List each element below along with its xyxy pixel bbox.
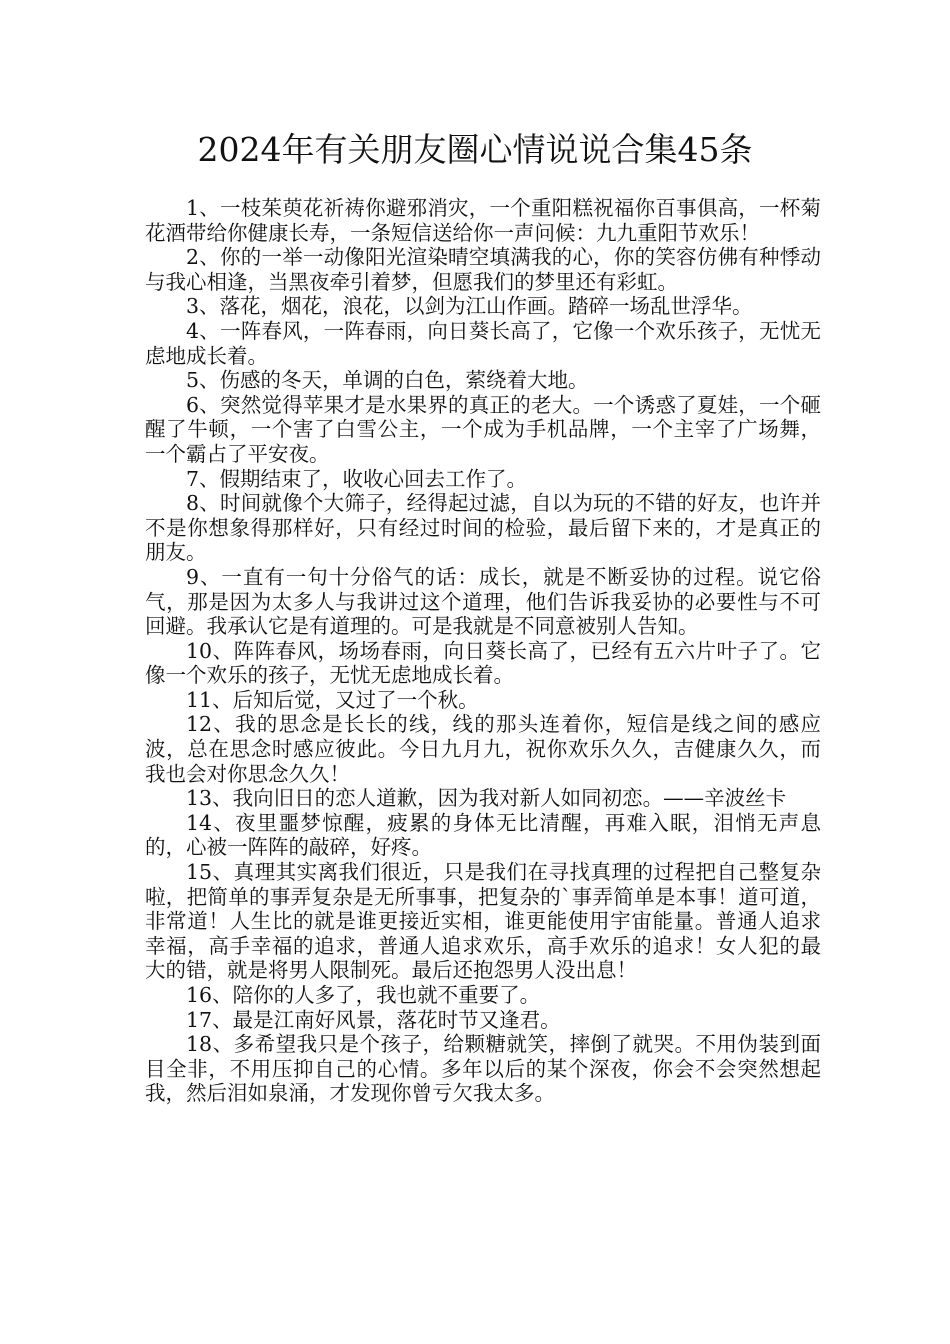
paragraph: 16、陪你的人多了，我也就不重要了。 bbox=[186, 983, 541, 1007]
paragraph: 13、我向旧日的恋人道歉，因为我对新人如同初恋。——辛波丝卡 bbox=[186, 786, 787, 811]
paragraph: 4、一阵春风，一阵春雨，向日葵长高了，它像一个欢乐孩子，无忧无虑地成长着。 bbox=[145, 318, 821, 368]
paragraph: 11、后知后觉，又过了一个秋。 bbox=[186, 687, 479, 712]
paragraph: 9、一直有一句十分俗气的话：成长，就是不断妥协的过程。说它俗气，那是因为太多人与我讲过这个道理，他们告诉我妥协的必要性与不可回避。我承认它是有道理的。可是我就是不同意被别人告知。 bbox=[145, 564, 821, 639]
paragraph: 2、你的一举一动像阳光渲染晴空填满我的心，你的笑容仿佛有种悸动与我心相逢，当黑夜牵引着梦，但愿我们的梦里还有彩虹。 bbox=[145, 245, 821, 294]
paragraph: 7、假期结束了，收收心回去工作了。 bbox=[186, 466, 528, 491]
paragraph: 14、夜里噩梦惊醒，疲累的身体无比清醒，再难入眠，泪悄无声息的，心被一阵阵的敲碎，好疼。 bbox=[145, 810, 821, 860]
paragraph: 17、最是江南好风景，落花时节又逢君。 bbox=[186, 1007, 561, 1032]
paragraph: 6、突然觉得苹果才是水果界的真正的老大。一个诱惑了夏娃，一个砸醒了牛顿，一个害了白雪公主，一个成为手机品牌，一个主宰了广场舞，一个霸占了平安夜。 bbox=[145, 392, 821, 466]
paragraph: 10、阵阵春风，场场春雨，向日葵长高了，已经有五六片叶子了。它像一个欢乐的孩子，无忧无虑地成长着。 bbox=[145, 638, 821, 688]
paragraph: 18、多希望我只是个孩子，给颗糖就笑，摔倒了就哭。不用伪装到面目全非，不用压抑自己的心情。多年以后的某个深夜，你会不会突然想起我，然后泪如泉涌，才发现你曾亏欠我太多。 bbox=[145, 1032, 821, 1106]
paragraph: 1、一枝茱萸花祈祷你避邪消灾，一个重阳糕祝福你百事俱高，一杯菊花酒带给你健康长寿，一条短信送给你一声问候：九九重阳节欢乐！ bbox=[145, 196, 821, 245]
paragraph: 12、我的思念是长长的线，线的那头连着你，短信是线之间的感应波，总在思念时感应彼此。今日九月九，祝你欢乐久久，吉健康久久，而我也会对你思念久久！ bbox=[145, 712, 821, 786]
paragraph: 8、时间就像个大筛子，经得起过滤，自以为玩的不错的好友，也许并不是你想象得那样好，只有经过时间的检验，最后留下来的，才是真正的朋友。 bbox=[145, 491, 821, 565]
document-body bbox=[145, 196, 821, 1106]
paragraph: 5、伤感的冬天，单调的白色，萦绕着大地。 bbox=[186, 368, 589, 393]
document-title: 2024年有关朋友圈心情说说合集45条 bbox=[197, 130, 753, 169]
paragraph: 3、落花，烟花，浪花，以剑为江山作画。踏碎一场乱世浮华。 bbox=[186, 294, 753, 319]
paragraph: 15、真理其实离我们很近，只是我们在寻找真理的过程把自己整复杂啦，把简单的事弄复杂是无所事事，把复杂的`事弄简单是本事！道可道，非常道！人生比的就是谁更接近实相，谁更能使用宇宙能量。普通人追求幸福，高手幸福的追求，普通人追求欢乐，高手欢乐的追求！女人犯的最大的错，就是将男人限制死。最后还抱怨男人没出息！ bbox=[145, 860, 821, 983]
